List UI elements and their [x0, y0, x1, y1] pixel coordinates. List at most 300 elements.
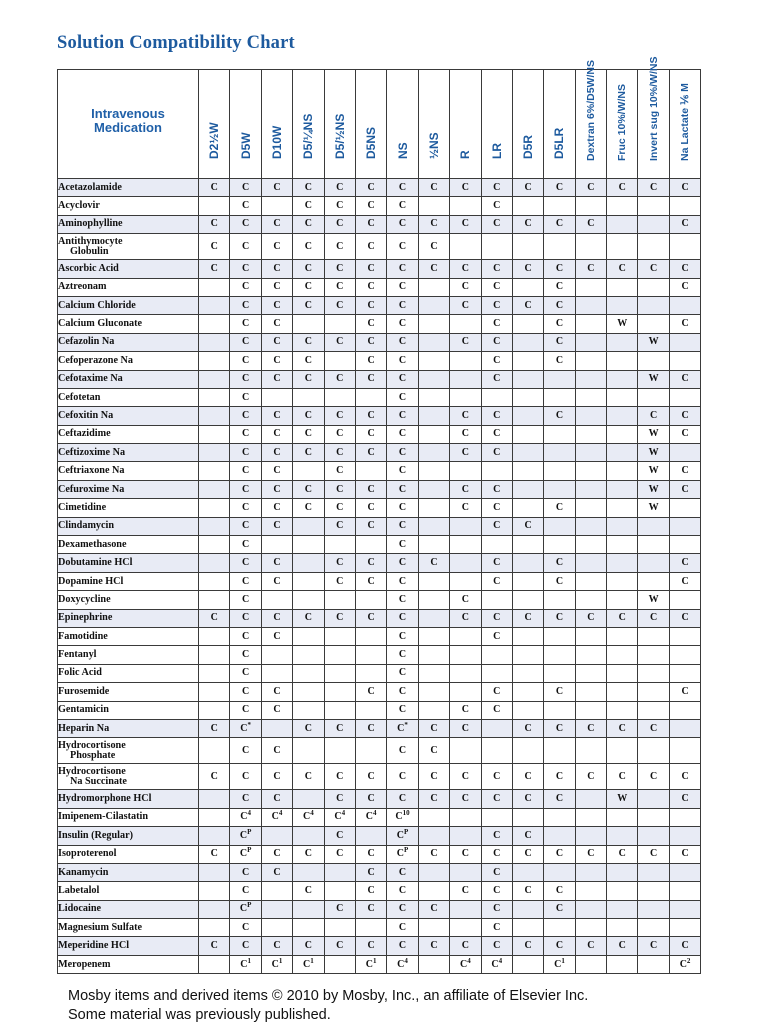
compatibility-cell: C [293, 197, 324, 215]
compatibility-cell: C [355, 425, 386, 443]
compatibility-cell: C [669, 554, 700, 572]
solution-header-label: D10W [269, 125, 284, 159]
compatibility-cell: C [355, 937, 386, 955]
compatibility-cell: C [230, 333, 261, 351]
compatibility-cell [261, 882, 292, 900]
table-row [58, 462, 701, 480]
compatibility-cell: C [324, 425, 355, 443]
compatibility-cell: C [324, 462, 355, 480]
compatibility-cell [324, 955, 355, 973]
compatibility-cell: C [481, 863, 512, 881]
compatibility-cell [481, 462, 512, 480]
compatibility-cell: C [324, 234, 355, 260]
medication-name: Lidocaine [58, 900, 199, 918]
compatibility-cell: C [450, 215, 481, 233]
compatibility-cell: C [418, 845, 449, 863]
compatibility-cell: C [512, 609, 543, 627]
compatibility-cell [418, 197, 449, 215]
compatibility-cell [638, 554, 669, 572]
compatibility-cell: C [481, 900, 512, 918]
compatibility-cell: C [481, 333, 512, 351]
compatibility-cell: C [481, 827, 512, 845]
compatibility-cell [607, 955, 638, 973]
compatibility-cell: C [230, 425, 261, 443]
compatibility-cell: C [355, 790, 386, 808]
compatibility-cell [544, 738, 575, 764]
compatibility-cell: C [199, 260, 230, 278]
compatibility-cell: C [387, 462, 418, 480]
compatibility-cell [512, 425, 543, 443]
compatibility-cell [450, 315, 481, 333]
compatibility-cell [575, 955, 606, 973]
compatibility-cell [199, 591, 230, 609]
solution-header-label: ½NS [426, 132, 441, 159]
compatibility-cell [418, 278, 449, 296]
compatibility-cell [261, 664, 292, 682]
compatibility-cell [199, 790, 230, 808]
compatibility-cell [418, 919, 449, 937]
compatibility-cell [544, 197, 575, 215]
compatibility-cell: C [324, 845, 355, 863]
compatibility-cell [575, 591, 606, 609]
compatibility-cell: C [230, 790, 261, 808]
table-row [58, 388, 701, 406]
compatibility-cell: C [544, 333, 575, 351]
compatibility-cell: C [669, 278, 700, 296]
header-row [58, 70, 701, 179]
compatibility-cell [293, 591, 324, 609]
compatibility-cell [324, 315, 355, 333]
compatibility-cell: C [324, 260, 355, 278]
compatibility-cell: C [481, 937, 512, 955]
compatibility-cell [199, 919, 230, 937]
compatibility-cell: $C^4$ [481, 955, 512, 973]
compatibility-cell: C [230, 536, 261, 554]
compatibility-cell [293, 627, 324, 645]
compatibility-cell [450, 664, 481, 682]
compatibility-cell [512, 462, 543, 480]
medication-name: Dopamine HCl [58, 572, 199, 590]
compatibility-cell: C [544, 296, 575, 314]
compatibility-cell: C [261, 333, 292, 351]
compatibility-cell [199, 517, 230, 535]
compatibility-cell [418, 646, 449, 664]
table-row [58, 554, 701, 572]
compatibility-cell [607, 388, 638, 406]
compatibility-cell [607, 591, 638, 609]
compatibility-cell: C [669, 370, 700, 388]
compatibility-cell: C [450, 499, 481, 517]
compatibility-cell: W [607, 315, 638, 333]
compatibility-cell [512, 900, 543, 918]
compatibility-cell [607, 683, 638, 701]
compatibility-cell [261, 646, 292, 664]
solution-header-label: Invert sug 10%/W/NS [647, 56, 660, 161]
compatibility-cell [512, 480, 543, 498]
compatibility-cell: C [450, 790, 481, 808]
compatibility-cell [607, 572, 638, 590]
compatibility-cell: C [355, 480, 386, 498]
compatibility-cell: C [669, 937, 700, 955]
compatibility-cell [199, 315, 230, 333]
compatibility-cell: C [607, 845, 638, 863]
compatibility-cell [607, 234, 638, 260]
compatibility-cell [512, 444, 543, 462]
compatibility-cell: C [387, 536, 418, 554]
compatibility-cell: C [512, 215, 543, 233]
table-body [58, 179, 701, 974]
compatibility-cell: C [669, 790, 700, 808]
compatibility-cell: C [324, 215, 355, 233]
compatibility-cell: C [261, 407, 292, 425]
compatibility-cell: C [450, 444, 481, 462]
compatibility-cell: C [230, 260, 261, 278]
medication-name: Imipenem-Cilastatin [58, 808, 199, 826]
compatibility-cell [544, 591, 575, 609]
compatibility-cell [418, 701, 449, 719]
table-row [58, 845, 701, 863]
copyright-line: Mosby items and derived items © 2010 by Mosby, Inc., an affiliate of Elsevier Inc. [68, 988, 589, 1004]
compatibility-cell [324, 352, 355, 370]
table-row [58, 215, 701, 233]
compatibility-cell: C [387, 388, 418, 406]
compatibility-cell [293, 572, 324, 590]
compatibility-table [57, 56, 701, 974]
compatibility-cell: W [638, 480, 669, 498]
compatibility-cell: C [387, 352, 418, 370]
compatibility-cell [324, 919, 355, 937]
medication-name: Meperidine HCl [58, 937, 199, 955]
compatibility-cell: C [324, 937, 355, 955]
compatibility-cell [607, 554, 638, 572]
compatibility-cell [575, 683, 606, 701]
compatibility-cell [450, 370, 481, 388]
compatibility-cell: C [418, 937, 449, 955]
compatibility-cell [575, 278, 606, 296]
compatibility-cell [324, 591, 355, 609]
compatibility-cell [638, 388, 669, 406]
compatibility-cell: C [261, 260, 292, 278]
compatibility-cell [512, 591, 543, 609]
compatibility-cell: C [230, 215, 261, 233]
compatibility-cell [481, 808, 512, 826]
compatibility-cell [199, 278, 230, 296]
compatibility-cell [669, 719, 700, 737]
compatibility-cell: C [355, 315, 386, 333]
table-row [58, 425, 701, 443]
compatibility-cell: $C^P$ [230, 900, 261, 918]
compatibility-cell [544, 863, 575, 881]
compatibility-cell [199, 536, 230, 554]
solution-column-header [387, 70, 418, 179]
table-row [58, 572, 701, 590]
compatibility-cell [638, 919, 669, 937]
compatibility-cell [575, 517, 606, 535]
compatibility-cell [575, 388, 606, 406]
compatibility-cell: C* [230, 719, 261, 737]
compatibility-cell [450, 234, 481, 260]
compatibility-cell: C [418, 764, 449, 790]
compatibility-cell [199, 407, 230, 425]
table-row [58, 827, 701, 845]
compatibility-cell [418, 315, 449, 333]
compatibility-cell [575, 296, 606, 314]
compatibility-cell [669, 882, 700, 900]
compatibility-cell: C [199, 937, 230, 955]
compatibility-cell [669, 646, 700, 664]
table-row [58, 646, 701, 664]
table-row [58, 882, 701, 900]
compatibility-cell [669, 919, 700, 937]
compatibility-cell: C [481, 444, 512, 462]
medication-name: Ceftriaxone Na [58, 462, 199, 480]
compatibility-cell: C [544, 407, 575, 425]
compatibility-cell: C [512, 827, 543, 845]
compatibility-cell [575, 499, 606, 517]
compatibility-cell [418, 370, 449, 388]
compatibility-cell: C [355, 197, 386, 215]
compatibility-cell: C [293, 352, 324, 370]
compatibility-cell [669, 499, 700, 517]
compatibility-cell: C [355, 764, 386, 790]
compatibility-cell: C [387, 517, 418, 535]
table-row [58, 370, 701, 388]
medication-name: Cefoxitin Na [58, 407, 199, 425]
compatibility-cell: C [293, 719, 324, 737]
compatibility-cell: C [418, 179, 449, 197]
compatibility-cell: C [293, 296, 324, 314]
compatibility-cell: C [387, 333, 418, 351]
compatibility-cell: C [293, 499, 324, 517]
compatibility-cell: C [261, 179, 292, 197]
table-row [58, 278, 701, 296]
compatibility-cell: C [230, 315, 261, 333]
compatibility-cell [544, 627, 575, 645]
compatibility-cell [607, 517, 638, 535]
table-row [58, 499, 701, 517]
compatibility-cell [199, 296, 230, 314]
compatibility-cell: C [669, 609, 700, 627]
compatibility-cell: C [261, 609, 292, 627]
compatibility-cell: C [230, 863, 261, 881]
compatibility-cell [293, 900, 324, 918]
compatibility-cell [512, 234, 543, 260]
compatibility-cell: C [230, 388, 261, 406]
table-row [58, 919, 701, 937]
compatibility-cell: C [450, 179, 481, 197]
compatibility-cell [575, 370, 606, 388]
solution-column-header [481, 70, 512, 179]
compatibility-cell [607, 444, 638, 462]
compatibility-cell: C [230, 683, 261, 701]
compatibility-cell [199, 900, 230, 918]
compatibility-cell [575, 444, 606, 462]
table-row [58, 591, 701, 609]
medication-name: Cefotetan [58, 388, 199, 406]
compatibility-cell [544, 808, 575, 826]
compatibility-cell: C [481, 480, 512, 498]
compatibility-cell: C [261, 480, 292, 498]
compatibility-cell: C [481, 425, 512, 443]
compatibility-cell [324, 627, 355, 645]
compatibility-cell [418, 296, 449, 314]
compatibility-cell: C [450, 937, 481, 955]
compatibility-cell: C [230, 882, 261, 900]
medication-name: Calcium Gluconate [58, 315, 199, 333]
compatibility-cell: C [387, 197, 418, 215]
compatibility-cell: $C^{10}$ [387, 808, 418, 826]
compatibility-cell: C [261, 444, 292, 462]
medication-name: Cefazolin Na [58, 333, 199, 351]
compatibility-cell: C [418, 260, 449, 278]
table-row [58, 664, 701, 682]
compatibility-cell [355, 701, 386, 719]
table-row [58, 609, 701, 627]
compatibility-cell [450, 808, 481, 826]
compatibility-cell [355, 646, 386, 664]
compatibility-cell: C [293, 937, 324, 955]
compatibility-cell [544, 827, 575, 845]
compatibility-cell: C [387, 900, 418, 918]
compatibility-cell [418, 572, 449, 590]
compatibility-cell: C [261, 215, 292, 233]
compatibility-cell: C [481, 517, 512, 535]
compatibility-cell: C [607, 764, 638, 790]
compatibility-cell [638, 646, 669, 664]
compatibility-cell [544, 701, 575, 719]
compatibility-cell: C [638, 845, 669, 863]
compatibility-cell: C [230, 591, 261, 609]
compatibility-cell [669, 333, 700, 351]
compatibility-cell: C [355, 179, 386, 197]
compatibility-cell [481, 664, 512, 682]
table-row [58, 179, 701, 197]
compatibility-cell [261, 197, 292, 215]
compatibility-cell: C [481, 790, 512, 808]
compatibility-cell [575, 863, 606, 881]
compatibility-cell [607, 278, 638, 296]
compatibility-cell [418, 499, 449, 517]
compatibility-cell [607, 333, 638, 351]
compatibility-cell: C [418, 554, 449, 572]
compatibility-cell [418, 664, 449, 682]
compatibility-cell: C [387, 444, 418, 462]
compatibility-cell: $C^P$ [387, 827, 418, 845]
table-row [58, 352, 701, 370]
compatibility-cell: C [199, 845, 230, 863]
compatibility-cell: C [230, 646, 261, 664]
compatibility-cell: C [230, 407, 261, 425]
compatibility-cell: C [261, 627, 292, 645]
compatibility-cell: C [512, 179, 543, 197]
compatibility-cell: C [544, 215, 575, 233]
copyright-footer [68, 987, 588, 1025]
compatibility-cell [638, 955, 669, 973]
solution-column-header [450, 70, 481, 179]
compatibility-cell [575, 480, 606, 498]
compatibility-cell: C [481, 845, 512, 863]
compatibility-cell [355, 591, 386, 609]
compatibility-cell: C [669, 315, 700, 333]
compatibility-cell [669, 536, 700, 554]
compatibility-cell [324, 738, 355, 764]
compatibility-cell: C [324, 764, 355, 790]
compatibility-cell: C [481, 554, 512, 572]
compatibility-cell [638, 627, 669, 645]
compatibility-cell: C [324, 900, 355, 918]
solution-column-header [261, 70, 292, 179]
compatibility-cell [199, 683, 230, 701]
compatibility-cell: C [669, 260, 700, 278]
compatibility-cell [544, 664, 575, 682]
compatibility-cell [199, 333, 230, 351]
medication-name: Cimetidine [58, 499, 199, 517]
compatibility-cell [450, 683, 481, 701]
compatibility-cell: C [324, 480, 355, 498]
compatibility-cell [450, 388, 481, 406]
compatibility-cell: C [293, 845, 324, 863]
compatibility-cell: $C^4$ [293, 808, 324, 826]
compatibility-cell: C [293, 278, 324, 296]
compatibility-cell: C [387, 882, 418, 900]
compatibility-cell: C [387, 591, 418, 609]
compatibility-cell: C [544, 179, 575, 197]
compatibility-cell [544, 444, 575, 462]
compatibility-cell: C [575, 179, 606, 197]
compatibility-cell: C [261, 234, 292, 260]
compatibility-cell: C [199, 719, 230, 737]
compatibility-cell [669, 664, 700, 682]
compatibility-cell [512, 388, 543, 406]
compatibility-cell: C [293, 370, 324, 388]
compatibility-cell: C [512, 260, 543, 278]
compatibility-cell [607, 900, 638, 918]
medication-name: Meropenem [58, 955, 199, 973]
compatibility-cell [418, 683, 449, 701]
compatibility-cell [418, 480, 449, 498]
compatibility-cell: C [481, 407, 512, 425]
medication-name: Kanamycin [58, 863, 199, 881]
table-row [58, 627, 701, 645]
compatibility-cell: C [387, 260, 418, 278]
compatibility-cell: C [355, 333, 386, 351]
compatibility-cell: C [450, 278, 481, 296]
compatibility-cell: C [669, 462, 700, 480]
compatibility-cell [418, 591, 449, 609]
compatibility-cell: W [638, 370, 669, 388]
compatibility-cell [324, 388, 355, 406]
table-row [58, 900, 701, 918]
compatibility-cell: C [261, 517, 292, 535]
medication-name: Magnesium Sulfate [58, 919, 199, 937]
compatibility-cell [324, 664, 355, 682]
compatibility-cell [324, 536, 355, 554]
compatibility-cell [638, 517, 669, 535]
compatibility-cell [575, 197, 606, 215]
compatibility-cell: C [450, 333, 481, 351]
compatibility-cell: C [387, 407, 418, 425]
compatibility-cell [355, 919, 386, 937]
compatibility-cell [418, 333, 449, 351]
compatibility-cell: C [324, 333, 355, 351]
compatibility-cell [607, 882, 638, 900]
compatibility-cell [293, 919, 324, 937]
compatibility-cell: W [638, 333, 669, 351]
compatibility-cell: C [355, 278, 386, 296]
compatibility-cell [293, 554, 324, 572]
compatibility-cell [199, 480, 230, 498]
compatibility-cell: $C^P$ [230, 827, 261, 845]
